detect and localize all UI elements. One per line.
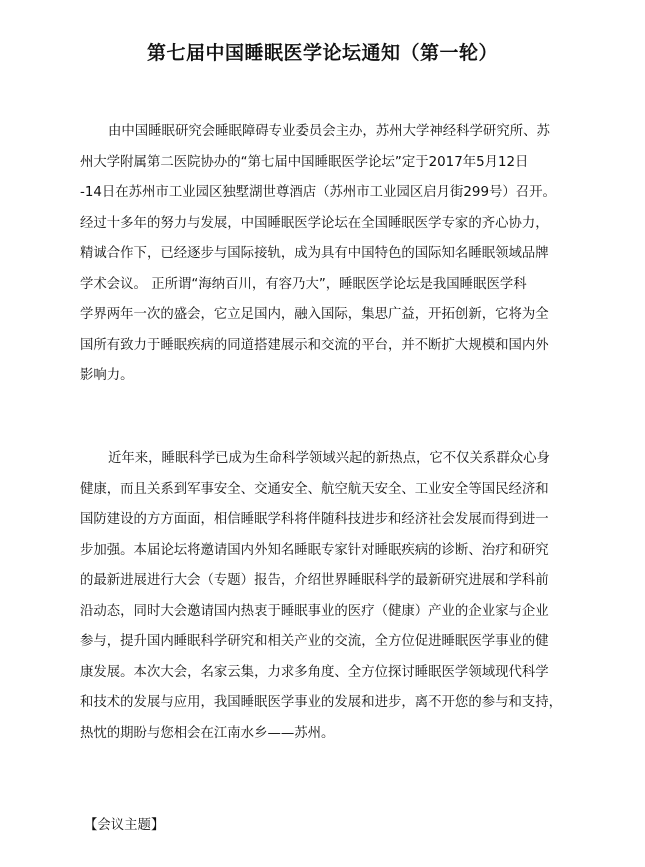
paragraph-line: 近年来，睡眠科学已成为生命科学领域兴起的新热点，它不仅关系群众心身 bbox=[108, 451, 550, 466]
paragraph-line: 沿动态，同时大会邀请国内热衷于睡眠事业的医疗（健康）产业的企业家与企业 bbox=[80, 603, 549, 619]
paragraph-line: 影响力。 bbox=[80, 368, 134, 383]
paragraph-line: 和技术的发展与应用，我国睡眠医学事业的发展和进步，离不开您的参与和支持， bbox=[80, 695, 563, 710]
paragraph-line: 经过十多年的努力与发展，中国睡眠医学论坛在全国睡眠医学专家的齐心协力， bbox=[80, 215, 549, 231]
paragraph-line: 学术会议。 正所谓“海纳百川，有容乃大”，睡眠医学论坛是我国睡眠医学科 bbox=[80, 276, 527, 292]
section-heading-meeting-theme: 【会议主题】 bbox=[84, 818, 165, 833]
paragraph-line: 参与，提升国内睡眠科学研究和相关产业的交流，全方位促进睡眠医学事业的健 bbox=[80, 634, 549, 649]
paragraph-line: 学界两年一次的盛会，它立足国内，融入国际，集思广益，开拓创新，它将为全 bbox=[80, 307, 549, 322]
paragraph-line: 步加强。本届论坛将邀请国内外知名睡眠专家针对睡眠疾病的诊断、治疗和研究 bbox=[80, 542, 549, 558]
paragraph-line: 康发展。本次大会，名家云集，力求多角度、全方位探讨睡眠医学领域现代科学 bbox=[80, 664, 549, 680]
paragraph-line: 的最新进展进行大会（专题）报告，介绍世界睡眠科学的最新研究进展和学科前 bbox=[80, 573, 549, 588]
paragraph-line: -14日在苏州市工业园区独墅湖世尊酒店（苏州市工业园区启月街299号）召开。 bbox=[80, 185, 556, 200]
paragraph-line: 国防建设的方方面面，相信睡眠学科将伴随科技进步和经济社会发展而得到进一 bbox=[80, 512, 549, 527]
paragraph-introduction bbox=[80, 117, 575, 392]
paragraph-line: 健康，而且关系到军事安全、交通安全、航空航天安全、工业安全等国民经济和 bbox=[80, 481, 549, 497]
paragraph-line: 州大学附属第二医院协办的“第七届中国睡眠医学论坛”定于2017年5月12日 bbox=[80, 154, 529, 170]
paragraph-line: 国所有致力于睡眠疾病的同道搭建展示和交流的平台，并不断扩大规模和国内外 bbox=[80, 337, 549, 353]
paragraph-line: 精诚合作下，已经逐步与国际接轨，成为具有中国特色的国际知名睡眠领域品牌 bbox=[80, 246, 549, 261]
paragraph-line: 热忱的期盼与您相会在江南水乡——苏州。 bbox=[80, 725, 335, 741]
paragraph-line: 由中国睡眠研究会睡眠障碍专业委员会主办，苏州大学神经科学研究所、苏 bbox=[108, 124, 550, 139]
paragraph-background bbox=[80, 444, 575, 749]
document-title: 第七届中国睡眠医学论坛通知（第一轮） bbox=[146, 42, 498, 64]
